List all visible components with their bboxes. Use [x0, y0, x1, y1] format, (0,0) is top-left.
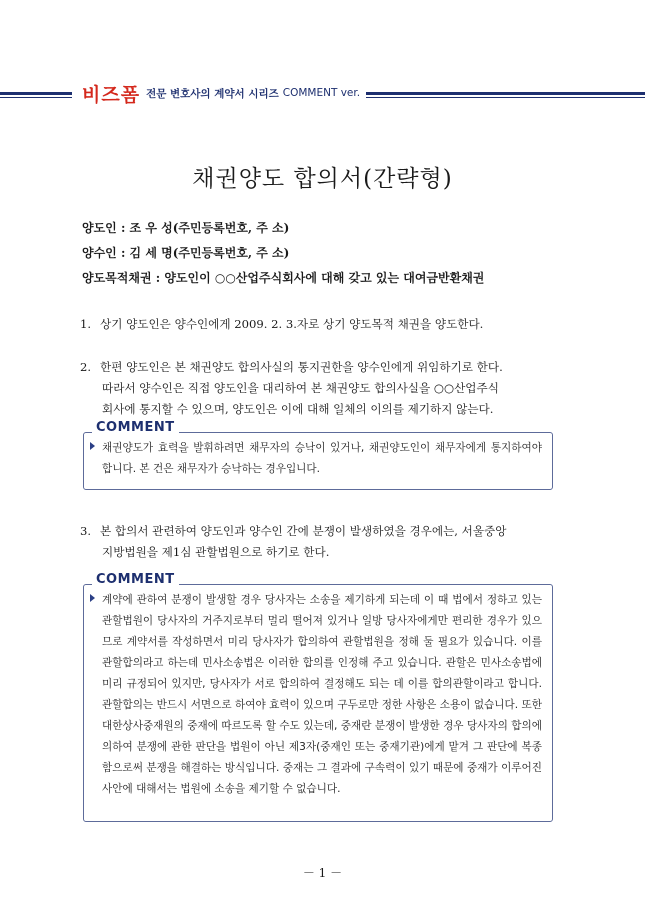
assignor-line: 양도인 : 조 우 성(주민등록번호, 주 소) — [82, 221, 290, 235]
clause-number: 3. — [80, 524, 92, 538]
comment-box — [83, 432, 553, 490]
comment-label: COMMENT — [92, 572, 179, 587]
clause-3 — [80, 521, 560, 563]
clause-text: 상기 양도인은 양수인에게 2009. 2. 3.자로 상기 양도목적 채권을 양도한다. — [100, 317, 484, 331]
header-text — [72, 80, 366, 106]
header-banner — [0, 80, 645, 106]
clause-number: 2. — [80, 360, 92, 374]
target-claim-line: 양도목적채권 : 양도인이 ○○산업주식회사에 대해 갖고 있는 대여금반환채권 — [82, 271, 485, 285]
clause-2 — [80, 357, 560, 420]
clause-text: 본 합의서 관련하여 양도인과 양수인 간에 분쟁이 발생하였을 경우에는, 서울중앙 — [100, 524, 507, 538]
clause-text: 회사에 통지할 수 있으며, 양도인은 이에 대해 일체의 이의를 제기하지 않는다. — [102, 402, 494, 416]
clause-number: 1. — [80, 317, 92, 331]
series-version: COMMENT ver. — [282, 87, 361, 99]
comment-text: 계약에 관하여 분쟁이 발생할 경우 당사자는 소송을 제기하게 되는데 이 때 법에서 정하고 있는 관할법원이 당사자의 거주지로부터 멀리 떨어져 있거나 일방 당사자에게만 편리한 경우가 있으므로 계약서를 작성하면서 미리 당사자가 합의하여 관할법원을 정해 둘 필요가 있습니다. 이를 관할합의라고 하는데 민사소송법은 이러한 합의를 인정해 주고 있습니다. 관할은 민사소송법에 미리 규정되어 있지만, 당사자가 서로 합의하여 결정해도 되는 데 이를 합의관할이라고 합니다. 관할합의는 반드시 서면으로 하여야 효력이 있으며 구두로만 정한 사항은 소용이 없습니다. 또한 대한상사중재원의 중재에 따르도록 할 수도 있는데, 중재란 분쟁이 발생한 경우 당사자의 합의에 의하여 분쟁에 관한 판단을 법원이 아닌 제3자(중재인 또는 중재기관)에게 맡겨 그 판단에 복종함으로써 분쟁을 해결하는 방식입니다. 중재는 그 결과에 구속력이 있기 때문에 중재가 이루어진 사안에 대해서는 법원에 소송을 제기할 수 없습니다. — [102, 594, 542, 795]
comment-box — [83, 584, 553, 822]
clause-text: 지방법원을 제1심 관할법원으로 하기로 한다. — [102, 545, 330, 559]
comment-label: COMMENT — [92, 420, 179, 435]
assignee-line: 양수인 : 김 세 명(주민등록번호, 주 소) — [82, 246, 290, 260]
comment-text: 채권양도가 효력을 발휘하려면 채무자의 승낙이 있거나, 채권양도인이 채무자에게 통지하여야 합니다. 본 건은 채무자가 승낙하는 경우입니다. — [102, 442, 542, 475]
series-title: 전문 변호사의 계약서 시리즈 — [146, 87, 279, 100]
clause-text: 따라서 양수인은 직접 양도인을 대리하여 본 채권양도 합의사실을 ○○산업주식 — [102, 381, 499, 395]
clause-1 — [80, 314, 560, 335]
clause-text: 한편 양도인은 본 채권양도 합의사실의 통지권한을 양수인에게 위임하기로 한다. — [100, 360, 503, 374]
page-number: － 1 － — [302, 866, 343, 880]
document-title: 채권양도 합의서(간략형) — [192, 166, 453, 192]
bullet-triangle-icon — [90, 442, 95, 450]
brand-logo: 비즈폼 — [82, 83, 141, 106]
bullet-triangle-icon — [90, 594, 95, 602]
